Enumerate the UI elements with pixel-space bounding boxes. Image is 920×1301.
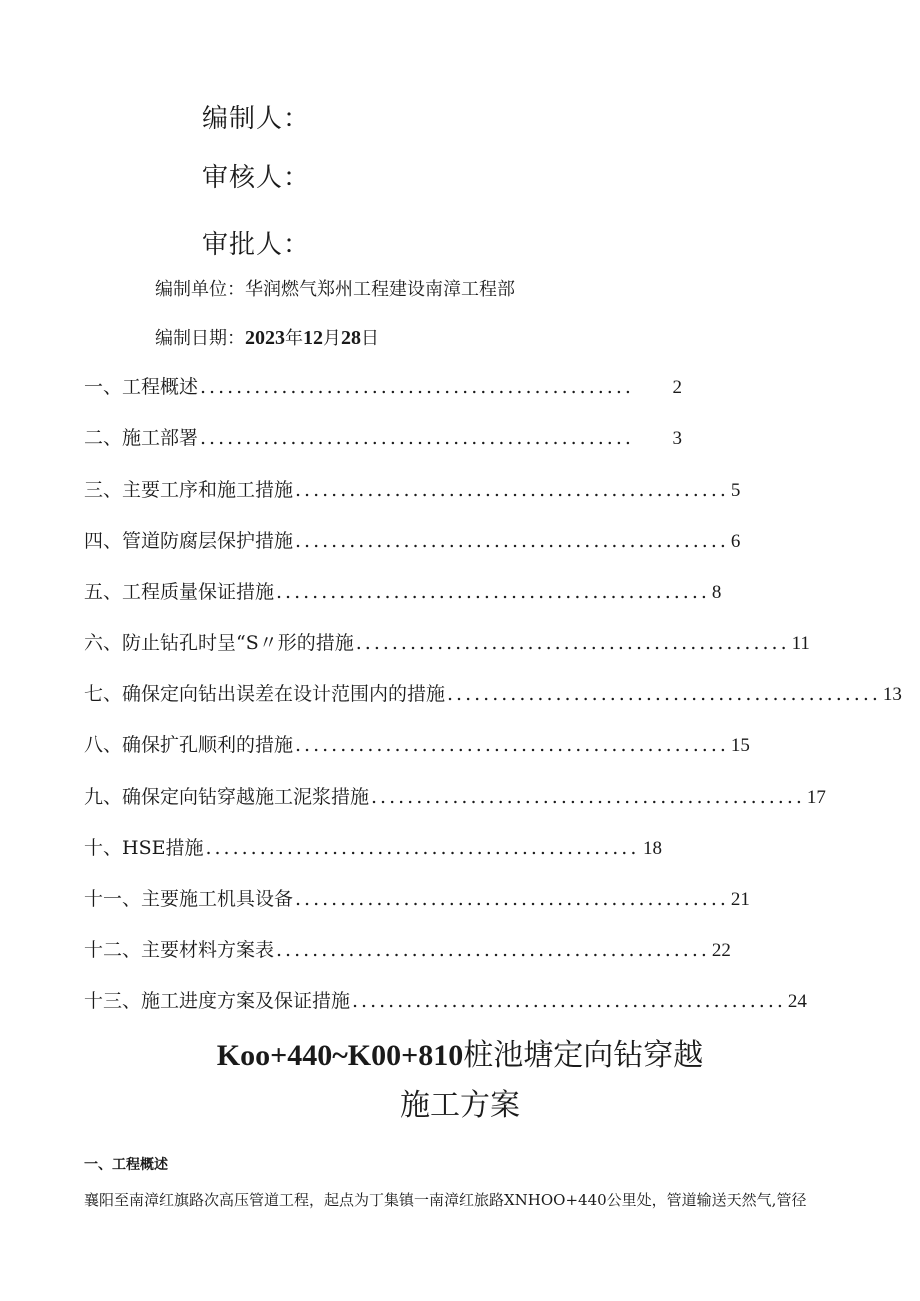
compiler-label: 编制人：: [202, 104, 311, 134]
toc-title: 二、施工部署: [84, 427, 199, 449]
title-chainage: Koo+440~K00+810: [216, 1039, 464, 1072]
toc-row[interactable]: [84, 783, 826, 811]
toc-page: 15: [730, 735, 750, 756]
toc-leader: ................................................: [200, 376, 634, 398]
toc-row[interactable]: [84, 987, 807, 1015]
toc-leader: ................................................: [295, 479, 729, 501]
section-body-text: 襄阳至南漳红旗路次高压管道工程，起点为丁集镇一南漳红旅路XNHOO+440公里处，管道输送天然气,管径: [84, 1191, 807, 1209]
date-day-char: 日: [361, 328, 379, 349]
reviewer-label: 审核人：: [202, 163, 311, 193]
toc-leader: ................................................: [352, 990, 786, 1012]
toc-leader: ................................................: [200, 427, 634, 449]
toc-page: 18: [643, 838, 662, 859]
toc-page: 24: [787, 991, 807, 1012]
toc-title: 七、确保定向钻出误差在设计范围内的措施: [84, 683, 446, 705]
toc-row[interactable]: [84, 629, 810, 657]
toc-leader: ................................................: [371, 786, 805, 808]
toc-page: 22: [711, 940, 731, 961]
compiling-unit-label: 编制单位：: [155, 279, 245, 300]
toc-row[interactable]: [84, 834, 662, 862]
toc-page: 8: [711, 582, 722, 603]
toc-title: 十、HSE措施: [84, 837, 204, 859]
toc-title: 十一、主要施工机具设备: [84, 888, 294, 910]
toc-row[interactable]: [84, 373, 682, 401]
toc-row[interactable]: [84, 476, 741, 504]
toc-page: 13: [882, 684, 902, 705]
toc-row[interactable]: [84, 680, 902, 708]
toc-leader: ................................................: [295, 888, 729, 910]
toc-leader: ................................................: [295, 530, 729, 552]
toc-title: 八、确保扩孔顺利的措施: [84, 734, 294, 756]
toc-title: 一、工程概述: [84, 376, 199, 398]
toc-leader: ................................................: [276, 581, 710, 603]
toc-leader: ................................................: [205, 837, 640, 859]
toc-page: 5: [730, 480, 741, 501]
date-month-char: 月: [323, 328, 341, 349]
toc-page: 17: [806, 787, 826, 808]
toc-leader: ................................................: [295, 734, 729, 756]
toc-row[interactable]: [84, 578, 722, 606]
compiling-date-label: 编制日期：: [155, 328, 245, 349]
date-month: 12: [303, 327, 323, 349]
date-day: 28: [341, 327, 361, 349]
date-year-char: 年: [285, 328, 303, 349]
toc-row[interactable]: [84, 936, 731, 964]
toc-title: 十三、施工进度方案及保证措施: [84, 990, 351, 1012]
compiling-date: [155, 324, 379, 350]
toc-title: 五、工程质量保证措施: [84, 581, 275, 603]
compiling-unit: [155, 275, 515, 301]
toc-page: 2: [672, 377, 682, 398]
toc-title: 三、主要工序和施工措施: [84, 479, 294, 501]
title-cjk: 桩池塘定向钻穿越: [463, 1038, 704, 1073]
toc-title: 六、防止钻孔时呈“S〃形的措施: [84, 632, 354, 654]
document-title: [0, 1030, 920, 1074]
compiling-unit-value: 华润燃气郑州工程建设南漳工程部: [245, 279, 515, 300]
toc-page: 6: [730, 531, 741, 552]
toc-page: 3: [672, 428, 682, 449]
date-year: 2023: [245, 327, 285, 349]
toc-leader: ................................................: [447, 683, 881, 705]
approver-label: 审批人：: [202, 230, 311, 260]
toc-title: 十二、主要材料方案表: [84, 939, 275, 961]
document-title-line2: 施工方案: [400, 1088, 520, 1123]
toc-row[interactable]: [84, 885, 750, 913]
toc-leader: ................................................: [355, 632, 790, 654]
toc-page: 11: [791, 633, 810, 654]
toc-row[interactable]: [84, 424, 682, 452]
toc-leader: ................................................: [276, 939, 710, 961]
toc-title: 九、确保定向钻穿越施工泥浆措施: [84, 786, 370, 808]
section-heading: 一、工程概述: [84, 1157, 168, 1173]
toc-title: 四、管道防腐层保护措施: [84, 530, 294, 552]
toc-row[interactable]: [84, 731, 750, 759]
toc-row[interactable]: [84, 527, 741, 555]
toc-page: 21: [730, 889, 750, 910]
